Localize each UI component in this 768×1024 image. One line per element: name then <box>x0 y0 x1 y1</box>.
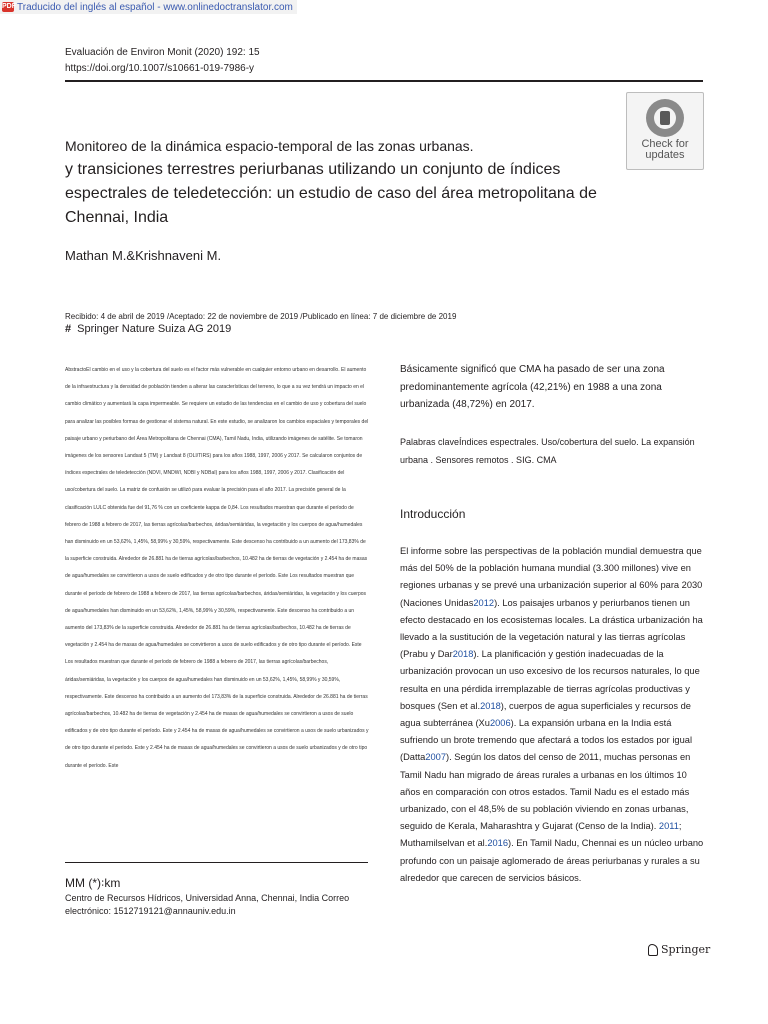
authors: Mathan M.&Krishnaveni M. <box>65 248 222 263</box>
title-line: Chennai, India <box>65 209 169 226</box>
doi-link[interactable]: https://doi.org/10.1007/s10661-019-7986-y <box>65 63 255 74</box>
copyright-symbol: # <box>65 323 72 335</box>
journal-citation: Evaluación de Environ Monit (2020) 192: 15 <box>65 47 260 58</box>
copyright-text: Springer Nature Suiza AG 2019 <box>77 323 232 335</box>
correspondence-name: MM (*)꞉km <box>65 876 121 890</box>
correspondence-affiliation: Centro de Recursos Hídricos, Universidad Anna, Chennai, India Correo electrónico: 1512719121@annauniv.edu.in <box>65 893 350 916</box>
pdf-logo-icon: PDF <box>2 3 16 10</box>
publication-dates: Recibido: 4 de abril de 2019 /Aceptado: 22 de noviembre de 2019 /Publicado en línea: 7 de diciembre de 2019 <box>65 312 457 321</box>
publisher-name: Springer <box>661 943 711 956</box>
title-line: espectrales de teledetección: un estudio de caso del área metropolitana de <box>65 185 597 202</box>
check-for-updates-badge[interactable] <box>626 92 704 170</box>
footnote-divider <box>65 862 368 863</box>
citation-link[interactable]: 2018 <box>452 649 474 660</box>
check-for-updates-label: Check for updates <box>641 138 689 161</box>
crossmark-icon <box>646 99 684 137</box>
translation-banner[interactable] <box>0 0 297 14</box>
title-line: y transiciones terrestres periurbanas utilizando un conjunto de índices <box>65 161 561 178</box>
abstract-conclusion: Básicamente significó que CMA ha pasado de ser una zona predominantemente agrícola (42,21%) en 1988 a una zona urbanizada (48,72%) en 2017. <box>400 364 665 410</box>
header-divider <box>65 80 703 82</box>
abstract: AbstractoEl cambio en el uso y la cobertura del suelo es el factor más vulnerable en cualquier entorno urbano en desarrollo. El aumento de la infraestructura y la densidad de población tienden a alterar las características del terreno, lo que a su vez tendrá un impacto en el cambio climático y aumentará la capa impermeable. Se requiere un estudio de las tendencias en el cambio de uso y cobertura del suelo para analizar las posibles formas de gestionar el sistema natural. En este estudio, se analizaron los cambios espaciales y temporales del paisaje urbano y periurbano del Área Metropolitana de Chennai (CMA), Tamil Nadu, India, utilizando imágenes de satélite. Se tomaron imágenes de los sensores Landsat 5 (TM) y Landsat 8 (OLI/TIRS) para los años 1988, 1997, 2006 y 2017. Se calcularon conjuntos de índices espectrales de teledetección (NDVI, MNDWI, NDBI y NDBaI) para los años 1988, 1997, 2006 y 2017. Clasificación del uso/cobertura del suelo. La matriz de confusión se utilizó para evaluar la precisión para el año 2017. La precisión general de la clasificación LULC obtenida fue del 91,76 % con un coeficiente kappa de 0,84. Los resultados muestran que durante el período de febrero de 1988 a febrero de 2017, las tierras agrícolas/barbechos, áridas/semiáridas, la vegetación y los cuerpos de agua/humedales han disminuido en un 53,62%, 1,45%, 58,99% y 30,59%, respectivamente. Este descenso ha contribuido a un aumento del 173,83% de la superficie construida. Alrededor de 26.881 ha de tierras agrícolas/barbechos, 10.482 ha de tierras de vegetación y 2.454 ha de masas de agua/humedales se convirtieron a usos de suelo edificados y de otro tipo durante el período. Este Los resultados muestran que durante el período de febrero de 1988 a febrero de 2017, las tierras agrícolas/barbechos, áridas/semiáridas, la vegetación y los cuerpos de agua/humedales han disminuido en un 53,62%, 1,45%, 58,99% y 30,59%, respectivamente. Este descenso ha contribuido a un aumento del 173,83% de la superficie construida. Alrededor de 26.881 ha de tierras agrícolas/barbechos, 10.482 ha de tierras de vegetación y 2.454 ha de masas de agua/humedales se convirtieron a usos de suelo edificados y de otro tipo durante el período. Este Los resultados muestran que durante el período de febrero de 1988 a febrero de 2017, las tierras agrícolas/barbechos, áridas/semiáridas, la vegetación y los cuerpos de agua/humedales han disminuido en un 53,62%, 1,45%, 58,99% y 30,59%, respectivamente. Este descenso ha contribuido a un aumento del 173,83% de la superficie construida. Alrededor de 26.881 ha de tierras agrícolas/barbechos, 10.482 ha de tierras de vegetación y 2.454 ha de masas de agua/humedales se convirtieron a usos de suelo edificados y de otro tipo durante el período. Este y 2.454 ha de masas de agua/humedales se convirtieron a usos de suelo urbanizados y de otro tipo durante el período. Este y 2.454 ha de masas de agua/humedales se convirtieron a usos de suelo urbanizados y de otro tipo durante el período. Este <box>65 367 369 769</box>
citation-link[interactable]: 2006 <box>489 718 511 729</box>
publisher-logo <box>648 943 710 956</box>
article-title <box>65 134 625 230</box>
citation-link[interactable]: 2016 <box>487 838 509 849</box>
title-line: Monitoreo de la dinámica espacio-temporal de las zonas urbanas. <box>65 138 474 154</box>
section-heading-introduction: Introducción <box>400 507 466 521</box>
citation-link[interactable]: 2011 <box>658 821 679 832</box>
copyright-line <box>65 323 231 335</box>
translation-banner-text[interactable]: Traducido del inglés al español - www.onlinedoctranslator.com <box>17 1 293 13</box>
correspondence <box>65 876 370 918</box>
springer-horse-icon <box>648 944 658 956</box>
citation-link[interactable]: 2012 <box>473 597 495 608</box>
citation-link[interactable]: 2018 <box>480 700 501 711</box>
introduction-paragraph: El informe sobre las perspectivas de la población mundial demuestra que más del 50% de la población humana mundial (3.300 millones) vive en regiones urbanas y se prevé una urbanización superior al 60% para 2030 (Naciones Unidas2012). Los paisajes urbanos y periurbanos tienen un efecto destacado en los ecosistemas locales. La drástica urbanización ha llevado a la sustitución de la vegetación natural y las tierras agrícolas (Prabu y Dar2018). La planificación y gestión inadecuadas de la urbanización provocan un uso excesivo de los recursos naturales, lo que resulta en una pérdida irremplazable de tierras agrícolas productivas y bosques (Sen et al.2018), cuerpos de agua superficiales y recursos de agua subterránea (Xu2006). La expansión urbana en la India está sufriendo un brote tremendo que afectará a todos los estados por igual (Datta2007). Según los datos del censo de 2011, muchas personas en Tamil Nadu han migrado de áreas rurales a urbanas en los últimos 10 años en comparación con otros estados. Tamil Nadu es el estado más urbanizado, con el 48,5% de su población viviendo en zonas urbanas, seguido de Kerala, Maharashtra y Gujarat (Censo de la India). 2011; Muthamilselvan et al.2016). En Tamil Nadu, Chennai es un núcleo urbano profundo con un paisaje aglomerado de áreas periurbanas y rurales a su alrededor que carecen de servicios básicos. <box>400 546 704 883</box>
citation-link[interactable]: 2007 <box>425 752 447 763</box>
keywords: Palabras claveÍndices espectrales. Uso/cobertura del suelo. La expansión urbana . Sensores remotos . SIG. CMA <box>400 437 695 465</box>
journal-header <box>65 45 260 77</box>
